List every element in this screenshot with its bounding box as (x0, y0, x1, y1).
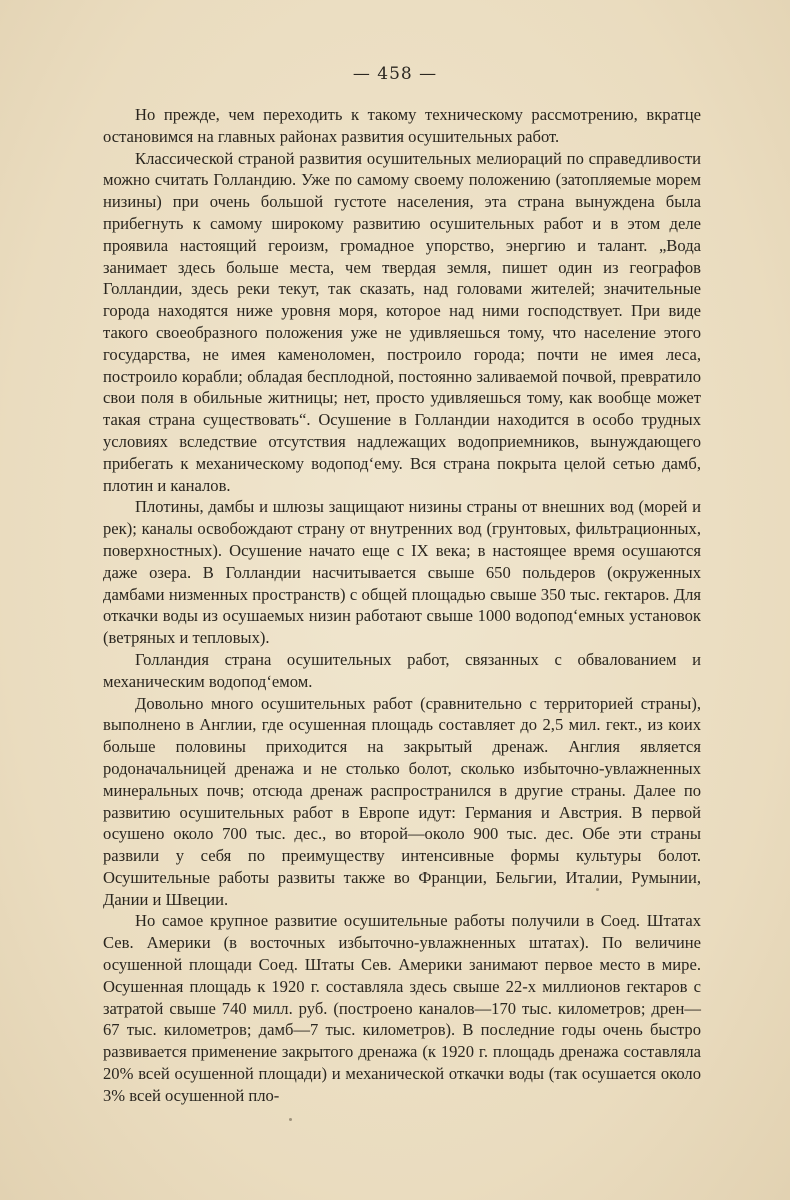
body-text (103, 104, 701, 1107)
paragraph-holland: Классической страной развития осушительных мелиораций по справедливости можно считать Голландию. Уже по самому своему положению (затопляемые морем низины) при очень большой густоте населения, эта страна вынуждена была прибегнуть к самому широкому развитию осушительных работ и в этом деле проявила настоящий героизм, громадное упорство, энергию и талант. „Вода занимает здесь больше места, чем твердая земля, пишет один из географов Голландии, здесь реки текут, так сказать, над головами жителей; значительные города находятся ниже уровня моря, которое над ними господствует. При виде такого своеобразного положения уже не удивляешься тому, что население этого государства, не имея каменоломен, построило города; почти не имея леса, построило корабли; обладая бесплодной, постоянно заливаемой почвой, превратило свои поля в обильные житницы; нет, просто удивляешься тому, как вообще может такая страна существовать“. Осушение в Голландии находится в особо трудных условиях вследствие отсутствия надлежащих водоприемников, вынуждающего прибегать к механическому водопод‘ему. Вся страна покрыта целой сетью дамб, плотин и каналов. (103, 148, 701, 495)
paragraph-usa: Но самое крупное развитие осушительные работы получили в Соед. Штатах Сев. Америки (в восточных избыточно-увлажненных штатах). По величине осушенной площади Соед. Штаты Сев. Америки занимают первое место в мире. Осушенная площадь к 1920 г. составляла здесь свыше 22-х миллионов гектаров с затратой свыше 740 милл. руб. (построено каналов—170 тыс. километров; дрен—67 тыс. километров; дамб—7 тыс. километров). В последние годы очень быстро развивается применение закрытого дренажа (к 1920 г. площадь дренажа составляла 20% всей осушенной площади) и механической откачки воды (так осушается около 3% всей осушенной пло- (103, 911, 701, 1105)
paragraph-dams: Плотины, дамбы и шлюзы защищают низины страны от внешних вод (морей и рек); каналы освобождают страну от внутренних вод (грунтовых, фильтрационных, поверхностных). Осушение начато еще с IX века; в настоящее время осушаются даже озера. В Голландии насчитывается свыше 650 польдеров (окруженных дамбами низменных пространств) с общей площадью свыше 350 тыс. гектаров. Для откачки воды из осушаемых низин работают свыше 1000 водопод‘емных установок (ветряных и тепловых). (103, 497, 701, 648)
paragraph-intro: Но прежде, чем переходить к такому техническому рассмотрению, вкратце остановимся на главных районах развития осушительных работ. (103, 105, 701, 146)
paper-speck (596, 888, 599, 891)
paper-speck (289, 1118, 292, 1121)
page-number: — 458 — (352, 64, 438, 84)
paragraph-europe: Довольно много осушительных работ (сравнительно с территорией страны), выполнено в Англии, где осушенная площадь составляет до 2,5 мил. гект., из коих больше половины приходится на закрытый дренаж. Англия является родоначальницей дренажа и не столько болот, сколько избыточно-увлажненных минеральных почв; отсюда дренаж распространился в другие страны. Далее по развитию осушительных работ в Европе идут: Германия и Австрия. В первой осушено около 700 тыс. дес., во второй—около 900 тыс. дес. Обе эти страны развили у себя по преимуществу интенсивные формы культуры болот. Осушительные работы развиты также во Франции, Бельгии, Италии, Румынии, Дании и Швеции. (103, 693, 701, 909)
paragraph-holland-summary: Голландия страна осушительных работ, связанных с обвалованием и механическим водопод‘емом. (103, 649, 701, 691)
